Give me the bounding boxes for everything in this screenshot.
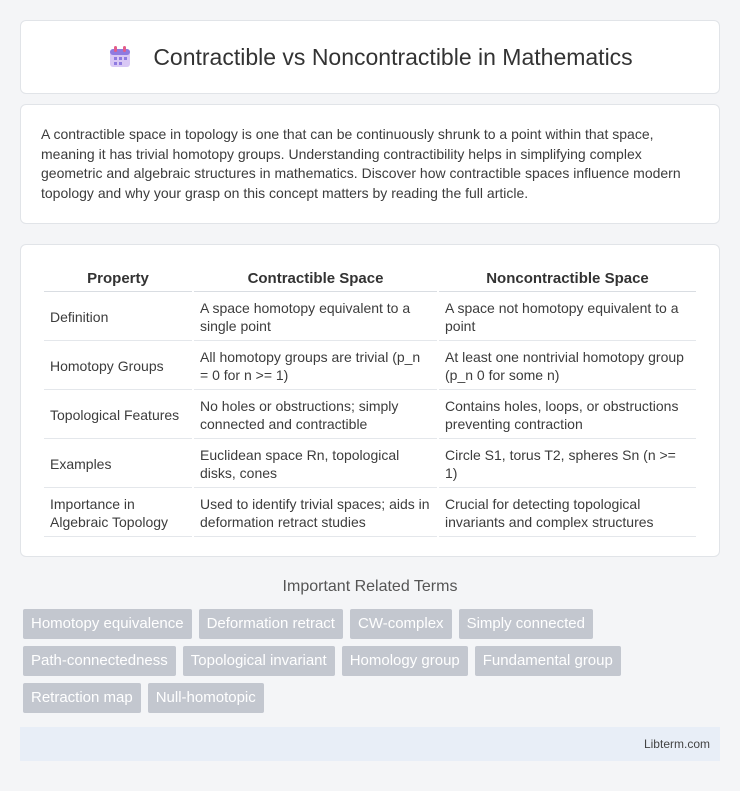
table-row [44, 490, 696, 537]
cell-property: Importance in Algebraic Topology [44, 490, 192, 537]
comparison-card [20, 244, 720, 557]
intro-paragraph: A contractible space in topology is one that can be continuously shrunk to a point within that space, meaning it has trivial homotopy groups. Understanding contractibility helps in simplifying complex geometric and algebraic structures in mathematics. Discover how contractible spaces influence modern topology and why your grasp on this concept matters by reading the full article. [41, 126, 681, 201]
cell-contractible: Euclidean space Rn, topological disks, cones [194, 441, 437, 488]
tag-homotopy-equivalence[interactable]: Homotopy equivalence [23, 609, 192, 639]
cell-noncontractible: Crucial for detecting topological invariants and complex structures [439, 490, 696, 537]
table-header-row [44, 267, 696, 292]
cell-contractible: No holes or obstructions; simply connected and contractible [194, 392, 437, 439]
comparison-table [42, 265, 698, 539]
cell-property: Examples [44, 441, 192, 488]
calendar-icon [107, 44, 133, 70]
cell-property: Topological Features [44, 392, 192, 439]
table-row [44, 441, 696, 488]
tag-fundamental-group[interactable]: Fundamental group [475, 646, 621, 676]
cell-noncontractible: Circle S1, torus T2, spheres Sn (n >= 1) [439, 441, 696, 488]
table-row [44, 392, 696, 439]
cell-contractible: All homotopy groups are trivial (p_n = 0 for n >= 1) [194, 343, 437, 390]
cell-contractible: A space homotopy equivalent to a single point [194, 294, 437, 341]
tag-deformation-retract[interactable]: Deformation retract [199, 609, 343, 639]
related-terms-list [23, 609, 723, 720]
tag-retraction-map[interactable]: Retraction map [23, 683, 141, 713]
table-row [44, 343, 696, 390]
intro-card [20, 104, 720, 224]
tag-null-homotopic[interactable]: Null-homotopic [148, 683, 264, 713]
table-row [44, 294, 696, 341]
header-noncontractible: Noncontractible Space [439, 267, 696, 292]
cell-property: Definition [44, 294, 192, 341]
footer-brand-link[interactable]: Libterm.com [643, 737, 710, 751]
tag-topological-invariant[interactable]: Topological invariant [183, 646, 335, 676]
footer [20, 727, 720, 761]
tag-path-connectedness[interactable]: Path-connectedness [23, 646, 176, 676]
tag-cw-complex[interactable]: CW-complex [350, 609, 452, 639]
tag-simply-connected[interactable]: Simply connected [459, 609, 593, 639]
related-terms-title: Important Related Terms [282, 578, 458, 595]
cell-contractible: Used to identify trivial spaces; aids in deformation retract studies [194, 490, 437, 537]
cell-noncontractible: Contains holes, loops, or obstructions preventing contraction [439, 392, 696, 439]
cell-noncontractible: A space not homotopy equivalent to a point [439, 294, 696, 341]
title-card [20, 20, 720, 94]
tag-homology-group[interactable]: Homology group [342, 646, 468, 676]
header-contractible: Contractible Space [194, 267, 437, 292]
cell-noncontractible: At least one nontrivial homotopy group (p_n 0 for some n) [439, 343, 696, 390]
cell-property: Homotopy Groups [44, 343, 192, 390]
header-property: Property [44, 267, 192, 292]
page-title: Contractible vs Noncontractible in Mathematics [153, 43, 633, 70]
